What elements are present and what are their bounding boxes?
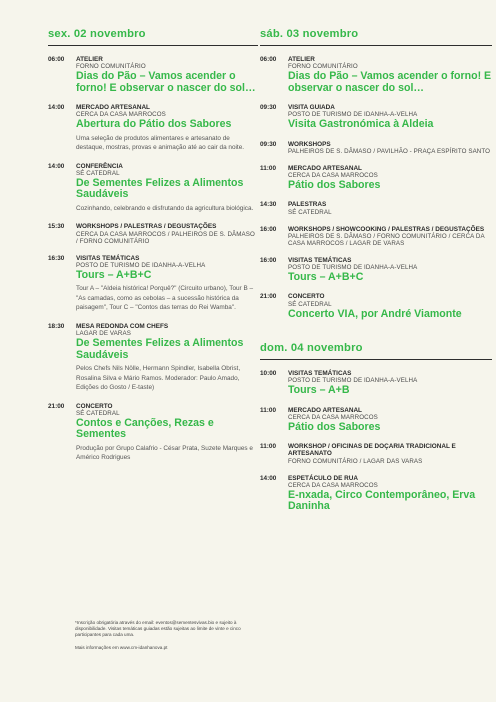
event-time: 16:00: [260, 256, 277, 264]
day-heading: dom. 04 novembro: [260, 342, 363, 355]
event-type: WORKSHOPS: [288, 140, 331, 148]
event-time: 11:00: [260, 443, 276, 451]
event-location: POSTO DE TURISMO DE IDANHA-A-VELHA: [76, 261, 206, 269]
event-item: [260, 407, 492, 434]
day-column-fri: [48, 28, 258, 463]
event-title: Concerto VIA, por André Viamonte: [288, 307, 462, 320]
event-item: [260, 443, 492, 464]
event-time: 16:00: [260, 225, 277, 233]
event-type: VISITAS TEMÁTICAS: [288, 370, 352, 378]
event-type: VISITAS TEMÁTICAS: [76, 254, 140, 262]
inscription-note: *Inscrição obrigatória através do email: eventos@sementesvivas.bio e sujeito à disponibilidade. Visitas temáticas guiadas estão sujeitas ao limite de vinte e cinco participantes para cada uma.: [75, 620, 241, 638]
event-location: SÉ CATEDRAL: [76, 170, 120, 178]
event-location: FORNO COMUNITÁRIO: [76, 63, 146, 71]
day-heading: sex. 02 novembro: [48, 28, 146, 40]
event-type: CONCERTO: [288, 293, 325, 301]
event-description: Uma seleção de produtos alimentares e artesanato de destaque, mostras, provas e animação até ao cair da noite.: [76, 134, 245, 152]
event-location: SÉ CATEDRAL: [288, 208, 332, 216]
event-location: PALHEIROS DE S. DÂMASO / FORNO COMUNITÁRIO / CERCA DA CASA MARROCOS / LAGAR DE VARAS: [288, 232, 485, 247]
event-type: WORKSHOPS / PALESTRAS / DEGUSTAÇÕES: [76, 223, 217, 231]
event-title: Abertura do Pátio dos Sabores: [76, 118, 232, 131]
event-time: 18:30: [48, 323, 65, 331]
event-location: SÉ CATEDRAL: [288, 300, 332, 308]
event-time: 14:00: [260, 474, 277, 482]
event-title: Contos e Canções, Rezas e Sementes: [76, 417, 214, 441]
event-location: CERCA DA CASA MARROCOS / PALHEIROS DE S. DÂMASO / FORNO COMUNITÁRIO: [76, 230, 255, 245]
event-item: [48, 104, 258, 153]
event-item: [260, 226, 492, 247]
event-description: Produção por Grupo Calafrio - César Prata, Suzete Marques e Américo Rodrigues: [76, 444, 253, 462]
more-info-note: Mais informações em www.cm-idanhanova.pt: [75, 644, 168, 650]
event-item: [48, 223, 258, 244]
event-title: De Sementes Felizes a Alimentos Saudáveis: [76, 177, 244, 201]
event-type: VISITA GUIADA: [288, 104, 335, 112]
event-title: De Sementes Felizes a Alimentos Saudáveis: [76, 337, 244, 361]
day-divider: [48, 45, 258, 46]
event-description: Tour A – "Aldeia histórica! Porquê?" (Circuito urbano), Tour B – "As camadas, como as cebolas – a sucessão histórica da paisagem", Tour C – "Contos das terras do Rei Wamba".: [76, 285, 254, 312]
event-item: [260, 104, 492, 131]
event-type: MERCADO ARTESANAL: [76, 104, 150, 112]
event-location: PALHEIROS DE S. DÂMASO / PAVILHÃO - PRAÇA ESPÍRITO SANTO: [288, 147, 491, 155]
event-location: CERCA DA CASA MARROCOS: [288, 481, 378, 489]
event-time: 14:00: [48, 162, 65, 170]
event-location: CERCA DA CASA MARROCOS: [76, 111, 166, 119]
event-time: 14:30: [260, 201, 277, 209]
event-type: MESA REDONDA COM CHEFS: [76, 323, 169, 331]
event-time: 14:00: [48, 104, 65, 112]
event-type: CONFERÊNCIA: [76, 162, 123, 170]
event-description: Pelos Chefs Nils Nölle, Hermann Spindler, Isabella Obrist, Rosalina Silva e Mário Ramos. Moderador: Paulo Amado, Edições do Gosto / E-taste): [76, 365, 241, 392]
event-location: FORNO COMUNITÁRIO / LAGAR DAS VARAS: [288, 457, 423, 465]
event-time: 09:30: [260, 104, 277, 112]
event-type: WORKSHOPS / SHOWCOOKING / PALESTRAS / DEGUSTAÇÕES: [288, 225, 485, 233]
event-title: E-nxada, Circo Contemporâneo, Erva Daninha: [288, 488, 476, 513]
event-title: Tours – A+B+C: [288, 271, 364, 284]
event-time: 06:00: [260, 56, 277, 63]
event-time: 11:00: [260, 406, 276, 414]
event-type: ATELIER: [76, 56, 103, 63]
event-title: Dias do Pão – Vamos acender o forno! E observar o nascer do sol…: [76, 70, 256, 94]
event-title: Pátio dos Sabores: [288, 420, 381, 433]
event-item: [48, 403, 258, 463]
event-description: Cozinhando, celebrando e disfrutando da agricultura biológica.: [76, 204, 254, 212]
event-item: [260, 257, 492, 284]
event-time: 15:30: [48, 223, 65, 231]
event-item: [260, 165, 492, 192]
footer-notes: [75, 620, 250, 651]
event-time: 21:00: [260, 293, 277, 301]
event-item: [260, 141, 492, 155]
event-location: POSTO DE TURISMO DE IDANHA-A-VELHA: [288, 264, 418, 272]
event-item: [48, 163, 258, 214]
day-divider: [260, 359, 492, 360]
event-title: Tours – A+B: [288, 384, 350, 397]
event-title: Visita Gastronómica à Aldeia: [288, 118, 434, 131]
event-location: SÉ CATEDRAL: [76, 410, 120, 418]
event-location: FORNO COMUNITÁRIO: [288, 63, 358, 71]
event-time: 10:00: [260, 370, 277, 378]
event-item: [260, 475, 492, 513]
event-type: MERCADO ARTESANAL: [288, 164, 362, 172]
event-time: 09:30: [260, 140, 277, 148]
event-type: ESPETÁCULO DE RUA: [288, 474, 358, 482]
event-location: POSTO DE TURISMO DE IDANHA-A-VELHA: [288, 377, 418, 385]
event-item: [260, 56, 492, 94]
event-location: CERCA DA CASA MARROCOS: [288, 172, 378, 180]
day-heading: sáb. 03 novembro: [260, 28, 359, 40]
event-type: CONCERTO: [76, 402, 113, 410]
event-item: [48, 56, 258, 94]
event-item: [48, 255, 258, 313]
event-item: [260, 201, 492, 215]
event-time: 21:00: [48, 402, 65, 410]
event-location: LAGAR DE VARAS: [76, 330, 131, 338]
event-item: [260, 370, 492, 397]
day-divider: [260, 45, 492, 46]
event-time: 16:30: [48, 254, 65, 262]
event-title: Tours – A+B+C: [76, 268, 152, 281]
event-item: [48, 323, 258, 393]
event-type: WORKSHOP / OFICINAS DE DOÇARIA TRADICIONAL E ARTESANATO: [288, 443, 456, 458]
event-type: VISITAS TEMÁTICAS: [288, 256, 352, 264]
event-location: CERCA DA CASA MARROCOS: [288, 413, 378, 421]
day-column-sat-sun: [260, 28, 492, 513]
event-time: 06:00: [48, 56, 65, 63]
day-spacer: [260, 320, 492, 342]
event-type: PALESTRAS: [288, 201, 327, 209]
event-type: ATELIER: [288, 56, 315, 63]
event-type: MERCADO ARTESANAL: [288, 406, 362, 414]
event-time: 11:00: [260, 164, 276, 172]
event-item: [260, 293, 492, 320]
event-title: Pátio dos Sabores: [288, 179, 381, 192]
event-title: Dias do Pão – Vamos acender o forno! E observar o nascer do sol…: [288, 70, 492, 94]
event-location: POSTO DE TURISMO DE IDANHA-A-VELHA: [288, 111, 418, 119]
